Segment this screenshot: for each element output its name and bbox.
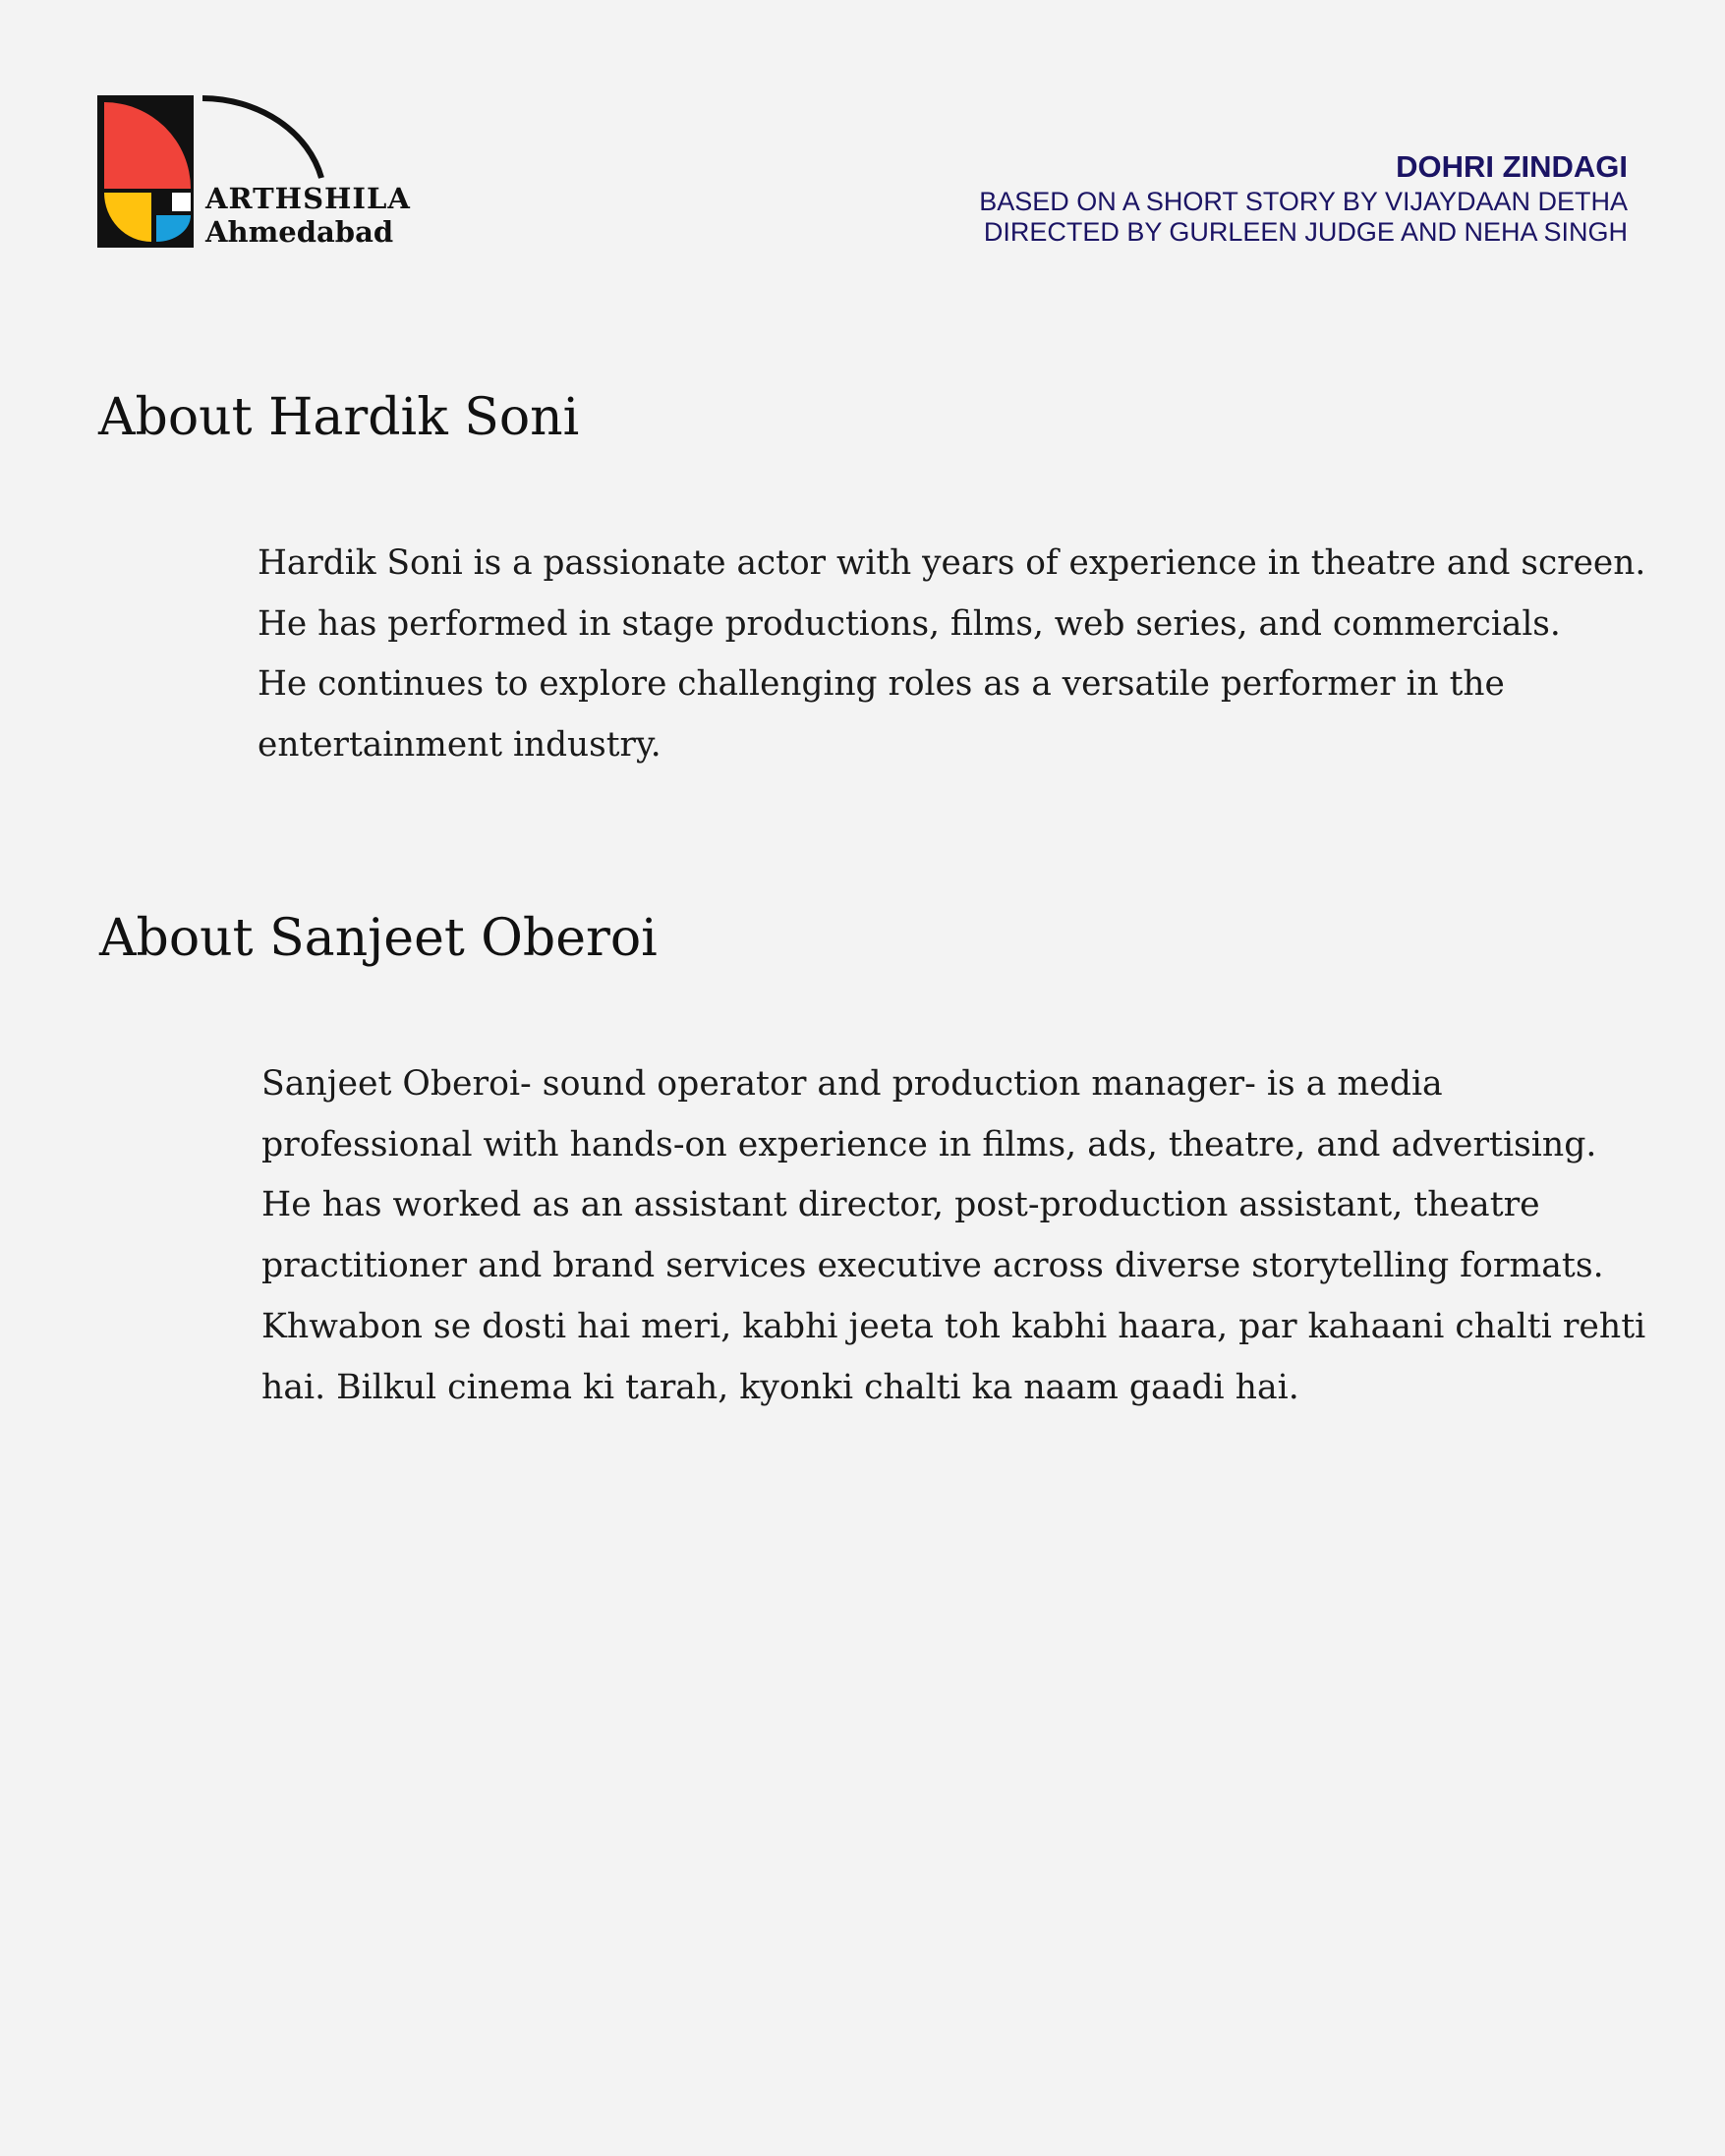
bio-line: entertainment industry. xyxy=(258,725,661,766)
bio-line: He continues to explore challenging roles as a versatile performer in the xyxy=(258,664,1505,705)
production-directed-by: DIRECTED BY GURLEEN JUDGE AND NEHA SINGH xyxy=(983,217,1628,247)
production-title: DOHRI ZINDAGI xyxy=(1396,149,1628,184)
bio-line: He has worked as an assistant director, post-production assistant, theatre xyxy=(261,1185,1540,1225)
logo-name: ARTHSHILA xyxy=(205,182,411,215)
bio-sanjeet-oberoi xyxy=(261,1054,1645,1418)
bio-line: practitioner and brand services executive across diverse storytelling formats. xyxy=(261,1246,1604,1286)
bio-line: professional with hands-on experience in films, ads, theatre, and advertising. xyxy=(261,1124,1597,1164)
logo-wordmark xyxy=(205,182,411,249)
arthshila-logo xyxy=(97,95,412,253)
bio-line: hai. Bilkul cinema ki tarah, kyonki chalti ka naam gaadi hai. xyxy=(261,1367,1299,1407)
bio-line: He has performed in stage productions, films, web series, and commercials. xyxy=(258,603,1561,644)
bio-hardik-soni xyxy=(258,534,1645,776)
bio-line: Khwabon se dosti hai meri, kabhi jeeta toh kabhi haara, par kahaani chalti rehti xyxy=(261,1306,1646,1346)
logo-city: Ahmedabad xyxy=(205,215,394,249)
logo-white-square xyxy=(172,193,191,211)
logo-arc xyxy=(202,98,321,178)
bio-line: Hardik Soni is a passionate actor with years of experience in theatre and screen. xyxy=(258,543,1646,583)
section-heading-hardik-soni: About Hardik Soni xyxy=(98,388,580,447)
section-heading-sanjeet-oberoi: About Sanjeet Oberoi xyxy=(99,909,658,968)
bio-line: Sanjeet Oberoi- sound operator and production manager- is a media xyxy=(261,1064,1443,1104)
production-based-on: BASED ON A SHORT STORY BY VIJAYDAAN DETHA xyxy=(979,187,1628,216)
production-info xyxy=(979,147,1628,248)
